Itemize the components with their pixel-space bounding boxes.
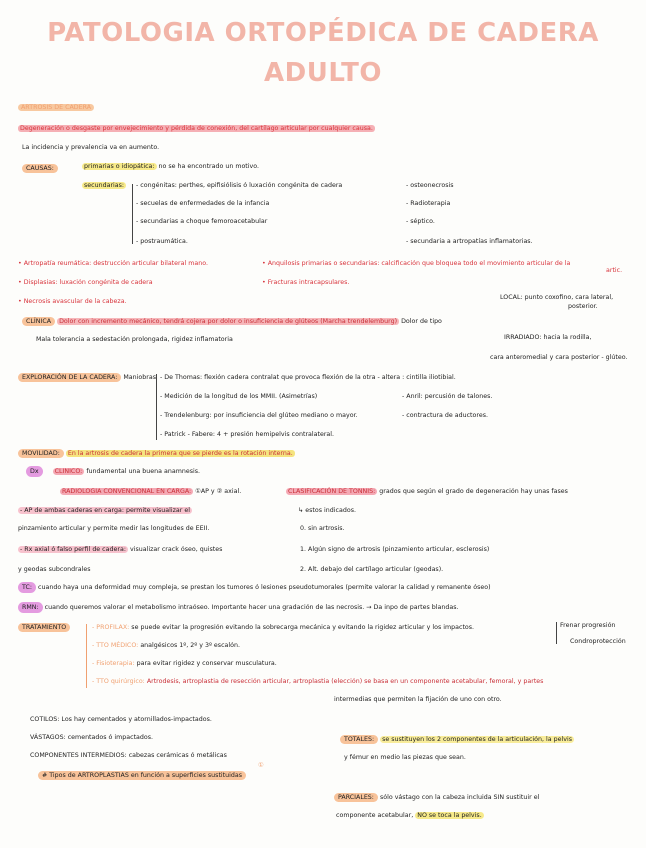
exploracion-line: EXPLORACIÓN DE LA CADERA: Maniobras [18,374,156,382]
grado-1: 0. sin artrosis. [300,525,345,532]
movilidad-line: MOVILIDAD: En la artrosis de cadera la primera que se pierde es la rotación interna. [18,450,295,458]
clasificacion-line: CLASIFICACIÓN DE TONNIS: grados que según el grado de degeneración hay unas fases [288,488,568,495]
incidence-text: La incidencia y prevalencia va en aumento. [22,144,160,151]
page-title: PATOLOGIA ORTOPÉDICA DE CADERA [47,18,599,48]
explor-item-0: - De Thomas: flexión cadera contralat que provoca flexión de la otra - altera : cintilla iliotibial. [160,374,456,381]
ap-line-2: pinzamiento articular y permite medir las longitudes de EEII. [18,525,210,532]
extra-right-1: • Fracturas intracapsulares. [262,279,350,286]
totales-line-2: y fémur en medio las piezas que sean. [344,754,466,761]
vastagos-text: VÁSTAGOS: cementados ó impactados. [30,734,154,741]
frenar-text: Frenar progresión [560,622,616,629]
explor-item-1: - Medición de la longitud de los MMII. (Asimetrías) [160,393,318,400]
tratamiento-label: TRATAMIENTO [18,624,70,632]
tratamiento-brace [86,624,87,688]
tipos-line: # Tipos de ARTROPLASTIAS en función a superficies sustituidas [38,772,246,780]
exploracion-brace [156,374,157,440]
frenar-brace [556,622,557,644]
tipos-num: ① [258,762,264,769]
sec-item-0: - congénitas: perthes, epifisiólisis ó luxación congénita de cadera [136,182,343,189]
irradiado-line: IRRADIADO: hacia la rodilla, [504,334,592,341]
primarias-line: primarias o idiopática: no se ha encontrado un motivo. [84,163,259,170]
grado-3: 2. Alt. debajo del cartílago articular (geodas). [300,566,444,573]
sec-item-3: - postraumática. [136,238,188,245]
rx-line-2: y geodas subcondrales [18,566,91,573]
mala-tolerancia: Mala tolerancia a sedestación prolongada, rigidez inflamatoria [36,336,233,343]
trat-item-1: - TTO MÉDICO: analgésicos 1º, 2º y 3º escalón. [92,642,240,649]
componentes-text: COMPONENTES INTERMEDIOS: cabezas cerámicas ó metálicas [30,752,227,759]
secundarias-label: secundarias: [84,182,125,189]
explor-item-2: - Trendelenburg: por insuficiencia del glúteo mediano o mayor. [160,412,358,419]
explor-right-1: - contractura de aductores. [402,412,488,419]
local-line: LOCAL: punto coxofino, cara lateral, [500,294,614,301]
local-line-2: posterior. [568,303,598,310]
sec-right-2: - séptico. [406,218,435,225]
condro-text: Condroprotección [570,638,626,645]
extra-right-0: • Anquilosis primarias o secundarias: calcificación que bloquea todo el movimiento articular de la [262,260,571,267]
explor-right-0: - Anril: percusión de talones. [402,393,493,400]
sec-right-1: - Radioterapia [406,200,451,207]
parciales-line: PARCIALES: sólo vástago con la cabeza incluida SIN sustituir el [334,794,539,802]
trat-item-3: - TTO quirúrgico: Artrodesis, artroplastia de resección articular, artroplastia (elección) se basa en un componente acetabular, femoral, y partes [92,678,544,685]
extra-left-0: • Artropatía reumática: destrucción articular bilateral mano. [18,260,208,267]
brace-line [132,184,133,244]
sec-right-3: - secundaria a artropatías inflamatorias. [406,238,533,245]
irradiado-line-2: cara anteromedial y cara posterior - glúteo. [490,354,628,361]
dx-line: Dx CLINICO: fundamental una buena anamnesis. [26,468,200,476]
causas-label: CAUSAS: [22,165,58,173]
trat-item-2: - Fisioterapia: para evitar rigidez y conservar musculatura. [92,660,277,667]
artrosis-heading: ARTROSIS DE CADERA [18,104,94,112]
sec-item-1: - secuelas de enfermedades de la infancia [136,200,270,207]
tc-line: TC: cuando haya una deformidad muy compleja, se prestan los tumores ó lesiones pseudotumorales (permite valorar la calidad y remanente óseo) [18,584,491,592]
artrosis-definition: Degeneración o desgaste por envejecimiento y pérdida de conexión, del cartílago articular por cualquier causa. [20,125,373,132]
radiologia-line: RADIOLOGIA CONVENCIONAL EN CARGA: ①AP y ② axial. [62,488,242,495]
sec-right-0: - osteonecrosis [406,182,454,189]
parciales-line-2: componente acetabular, NO se toca la pelvis. [336,812,482,819]
explor-item-3: - Patrick - Fabere: 4 + presión hemipelvis contralateral. [160,431,335,438]
trat-intermedio: intermedias que permiten la fijación de uno con otro. [334,696,502,703]
grado-0: ↳ estos indicados. [298,507,356,514]
sec-item-2: - secundarias a choque femoroacetabular [136,218,268,225]
rx-line: - Rx axial ó falso perfil de cadera: visualizar crack óseo, quistes [20,546,223,553]
grado-2: 1. Algún signo de artrosis (pinzamiento articular, esclerosis) [300,546,490,553]
extra-right-tail: artic. [606,267,623,274]
totales-line: TOTALES: se sustituyen los 2 componentes de la articulación, la pelvis [340,736,574,744]
clinica-line: CLÍNICA Dolor con incremento mecánico, tendrá cojera por dolor o insuficiencia de glúteos (Marcha trendelemburg) Dolor de tipo [22,318,442,326]
rmn-line: RMN: cuando queremos valorar el metabolismo intraóseo. Importante hacer una gradación de las necrosis. → Da inpo de partes blandas. [18,604,459,612]
ap-line: - AP de ambas caderas en carga: permite visualizar el [20,507,191,514]
extra-left-1: • Displasias: luxación congénita de cadera [18,279,153,286]
extra-left-2: • Necrosis avascular de la cabeza. [18,298,127,305]
page-subtitle: ADULTO [264,58,382,88]
cotilos-text: COTILOS: Los hay cementados y atornillados-impactados. [30,716,212,723]
trat-item-0: - PROFILAX: se puede evitar la progresión evitando la sobrecarga mecánica y evitando la rigidez articular y los impactos. [92,624,475,631]
